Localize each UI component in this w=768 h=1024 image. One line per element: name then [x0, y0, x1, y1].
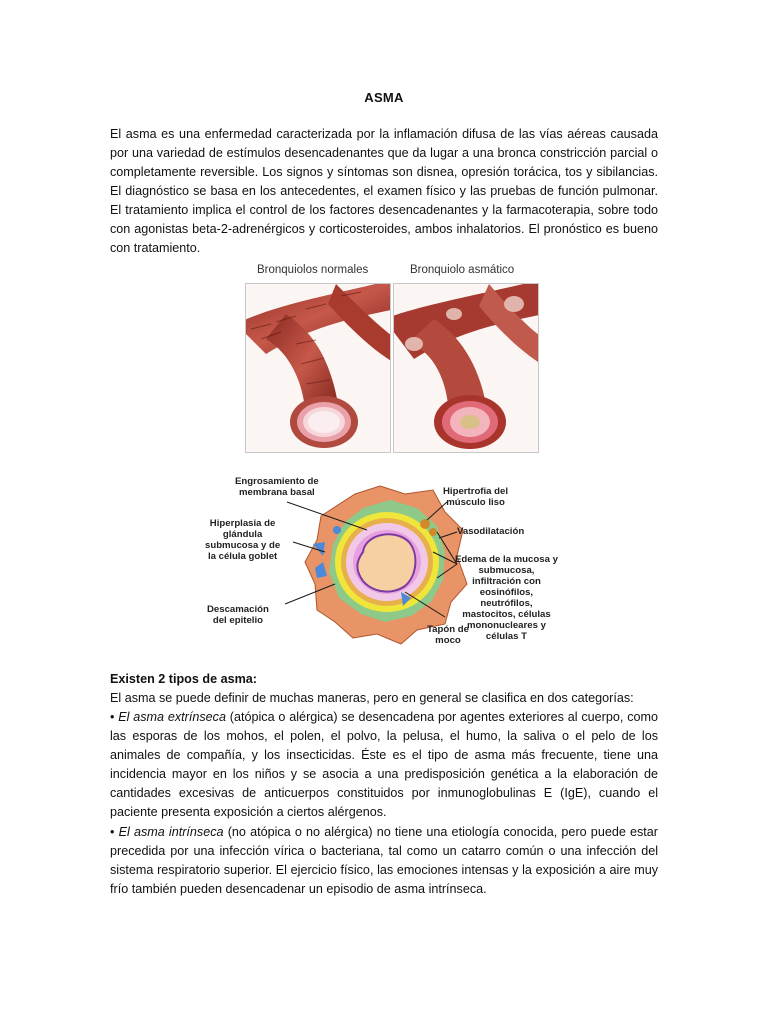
intro-paragraph: El asma es una enfermedad caracterizada por la inflamación difusa de las vías aéreas causada por una variedad de estímulos desencadenantes que da lugar a una bronca constricción parcial o completamente reversible. Los signos y síntomas son disnea, opresión torácica, tos y sibilancias. El diagnóstico se basa en los antecedentes, el examen físico y las pruebas de función pulmonar. El tratamiento implica el control de los factores desencadenantes y la farmacoterapia, sobre todo con agonistas beta-2-adrenérgicos y corticosteroides, ambos inhalatorios. El pronóstico es bueno con tratamiento. — [110, 127, 658, 255]
extrinsic-asthma-paragraph — [110, 708, 658, 822]
extrinsic-asthma-text: (atópica o alérgica) se desencadena por agentes exteriores al cuerpo, como las esporas de los mohos, el polen, el polvo, la pelusa, el humo, la saliva o el pelo de los animales de compañía, y los insecticidas. Éste es el tipo de asma más frecuente, tiene una incidencia mayor en los niños y se asocia a una predisposición genética a la elaboración de cantidades excesivas de anticuerpos constituidos por inmunoglobulinas E (IgE), cuando el paciente presenta exposición a ciertos alérgenos. — [110, 710, 658, 819]
label-vasodilatacion: Vasodilatación — [457, 526, 525, 537]
asthmatic-bronchiole-illustration — [393, 283, 539, 453]
extrinsic-asthma-term: El asma extrínseca — [118, 710, 226, 724]
label-engrosamiento: Engrosamiento de membrana basal — [235, 476, 319, 498]
intrinsic-asthma-term: El asma intrínseca — [118, 825, 224, 839]
label-hiperplasia: Hiperplasia de glándula submucosa y de la célula goblet — [205, 518, 281, 562]
document-title: ASMA — [364, 90, 404, 105]
types-heading: Existen 2 tipos de asma: — [110, 672, 257, 686]
label-hipertrofia: Hipertrofia del músculo liso — [443, 486, 509, 508]
label-tapon: Tapón de moco — [427, 624, 469, 646]
bullet: • — [110, 710, 119, 724]
normal-bronchiole-illustration — [245, 283, 391, 453]
label-descamacion: Descamación del epitelio — [207, 604, 269, 626]
label-asthmatic-bronchiole: Bronquiolo asmático — [410, 264, 515, 276]
label-edema: Edema de la mucosa y submucosa, infiltración con eosinófilos, neutrófilos, mastocitos, células mononucleares y células T — [455, 554, 558, 642]
intrinsic-asthma-text: (no atópica o no alérgica) no tiene una etiología conocida, pero puede estar precedida por una infección vírica o bacteriana, tal como un catarro común o una infección del sistema respiratorio superior. El ejercicio físico, las emociones intensas y la exposición a aire muy frío también pueden desencadenar un episodio de asma intrínseca. — [110, 825, 659, 896]
intrinsic-asthma-paragraph — [110, 823, 658, 899]
label-normal-bronchioles: Bronquiolos normales — [257, 264, 369, 276]
bullet: • — [110, 825, 119, 839]
asthma-cross-section-diagram — [205, 472, 590, 657]
types-intro: El asma se puede definir de muchas maneras, pero en general se clasifica en dos categorías: — [110, 691, 634, 705]
